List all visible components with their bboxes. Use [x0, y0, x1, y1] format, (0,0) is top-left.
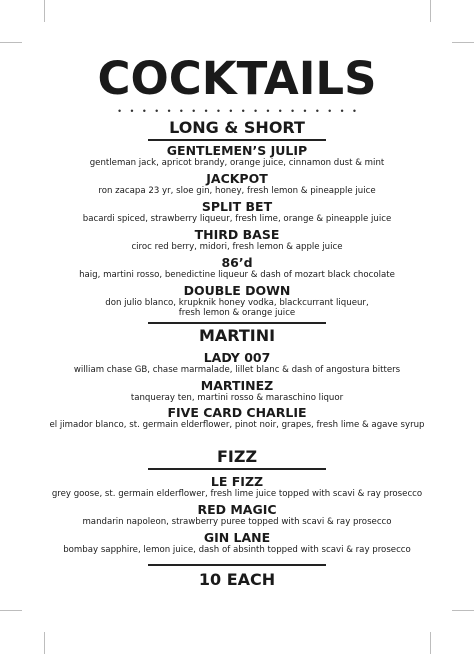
item-name: DOUBLE DOWN — [183, 283, 291, 298]
page-title: COCKTAILS — [97, 52, 377, 105]
menu-item — [0, 143, 474, 168]
menu-item — [0, 350, 474, 375]
item-name: SPLIT BET — [201, 199, 273, 214]
item-name: LE FIZZ — [210, 474, 264, 489]
crop-mark — [44, 632, 45, 654]
menu-item — [0, 378, 474, 403]
crop-mark — [452, 42, 474, 43]
item-name: JACKPOT — [206, 171, 268, 186]
item-name: MARTINEZ — [200, 378, 274, 393]
item-name: THIRD BASE — [194, 227, 280, 242]
item-description: don julio blanco, krupknik honey vodka, blackcurrant liqueur, fresh lemon & orange juice — [105, 298, 369, 318]
item-name: FIVE CARD CHARLIE — [167, 405, 307, 420]
dot-divider: • • • • • • • • • • • • • • • • • • • • — [118, 106, 356, 116]
item-description: bombay sapphire, lemon juice, dash of absinth topped with scavi & ray prosecco — [63, 545, 411, 555]
item-description: bacardi spiced, strawberry liqueur, fresh lime, orange & pineapple juice — [82, 214, 392, 224]
crop-mark — [0, 42, 22, 43]
item-name: LADY 007 — [203, 350, 271, 365]
menu-item — [0, 255, 474, 280]
section-heading-fizz: FIZZ — [216, 447, 258, 466]
crop-mark — [0, 610, 22, 611]
item-description: grey goose, st. germain elderflower, fresh lime juice topped with scavi & ray prosecco — [51, 489, 423, 499]
item-name: RED MAGIC — [197, 502, 277, 517]
section-rule — [148, 468, 326, 470]
menu-item — [0, 530, 474, 555]
crop-mark — [44, 0, 45, 22]
menu-item — [0, 199, 474, 224]
crop-mark — [430, 0, 431, 22]
item-name: 86’d — [221, 255, 253, 270]
section-heading-long-short: LONG & SHORT — [169, 118, 305, 137]
item-name: GIN LANE — [203, 530, 271, 545]
item-description: william chase GB, chase marmalade, lillet blanc & dash of angostura bitters — [73, 365, 401, 375]
item-description: el jimador blanco, st. germain elderflower, pinot noir, grapes, fresh lime & agave syrup — [49, 420, 425, 430]
item-description: mandarin napoleon, strawberry puree topped with scavi & ray prosecco — [82, 517, 392, 527]
item-name: GENTLEMEN’S JULIP — [166, 143, 308, 158]
section-heading-martini: MARTINI — [198, 326, 276, 345]
section-rule — [148, 564, 326, 566]
item-description: tanqueray ten, martini rosso & maraschino liquor — [130, 393, 344, 403]
menu-item — [0, 171, 474, 196]
menu-item — [0, 502, 474, 527]
menu-item — [0, 474, 474, 499]
crop-mark — [430, 632, 431, 654]
item-description: haig, martini rosso, benedictine liqueur & dash of mozart black chocolate — [79, 270, 395, 280]
item-description: gentleman jack, apricot brandy, orange juice, cinnamon dust & mint — [89, 158, 385, 168]
menu-item — [0, 227, 474, 252]
crop-mark — [452, 610, 474, 611]
price-label: 10 EACH — [198, 570, 276, 589]
menu-item — [0, 405, 474, 430]
item-description: ron zacapa 23 yr, sloe gin, honey, fresh lemon & pineapple juice — [98, 186, 376, 196]
item-description: ciroc red berry, midori, fresh lemon & apple juice — [131, 242, 343, 252]
menu-item — [0, 283, 474, 318]
section-rule — [148, 322, 326, 324]
section-rule — [148, 139, 326, 141]
